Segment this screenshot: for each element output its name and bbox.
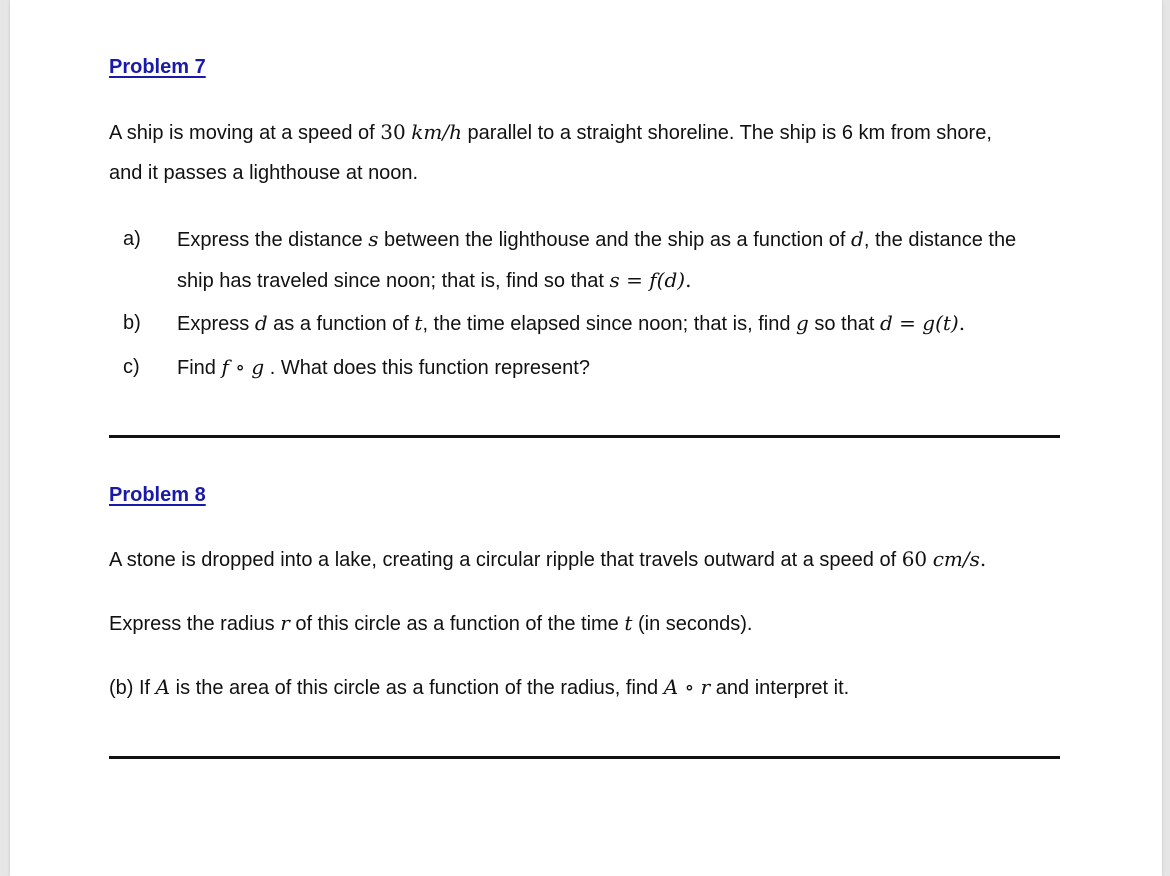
- math-var: t: [624, 611, 633, 635]
- math-eq: =: [892, 311, 923, 335]
- problem-7-intro-line-1: [109, 120, 992, 145]
- math-arg: (t): [935, 311, 959, 335]
- document-content: [10, 0, 1162, 876]
- math-eq: =: [619, 268, 650, 292]
- text: A stone is dropped into a lake, creating a circular ripple that travels outward at a speed of: [109, 549, 902, 571]
- math-func: f: [649, 268, 657, 292]
- text: Find: [177, 357, 222, 379]
- item-a-label: a): [123, 228, 141, 250]
- section-divider-2: [109, 756, 1060, 759]
- text: (b) If: [109, 677, 156, 699]
- math-var: t: [414, 311, 423, 335]
- text: .: [958, 311, 966, 335]
- item-b-line-1: [177, 311, 965, 336]
- math-arg: (d): [656, 268, 686, 292]
- problem-8-line-3: [109, 675, 849, 700]
- text: , the time elapsed since noon; that is, find: [422, 313, 796, 335]
- text: . What does this function represent?: [264, 357, 590, 379]
- item-c-label: c): [123, 356, 140, 378]
- math-var: s: [609, 268, 620, 292]
- text: Express the distance: [177, 229, 369, 251]
- text: and interpret it.: [710, 677, 850, 699]
- speed-unit: km/h: [411, 120, 462, 144]
- math-var: s: [368, 227, 379, 251]
- text: so that: [808, 313, 880, 335]
- text: parallel to a straight shoreline. The ship is 6 km from shore,: [462, 122, 992, 144]
- text: .: [685, 268, 692, 292]
- text: as a function of: [267, 313, 415, 335]
- problem-7-heading[interactable]: Problem 7: [109, 56, 206, 78]
- speed-value: 60: [901, 547, 928, 571]
- text: between the lighthouse and the ship as a function of: [378, 229, 852, 251]
- item-a-line-1: [177, 227, 1016, 252]
- math-var: A: [155, 675, 171, 699]
- text: (in seconds).: [632, 613, 753, 635]
- section-divider-1: [109, 435, 1060, 438]
- text: .: [979, 547, 987, 571]
- math-var: d: [879, 311, 893, 335]
- text: ship has traveled since noon; that is, find so that: [177, 270, 610, 292]
- text: Express: [177, 313, 255, 335]
- math-expr: f ∘ g: [221, 355, 265, 379]
- text: Express the radius: [109, 613, 281, 635]
- problem-8-line-1: [109, 547, 986, 572]
- math-var: d: [254, 311, 268, 335]
- document-page: [10, 0, 1162, 876]
- item-a-line-2: [177, 268, 691, 293]
- text: , the distance the: [863, 229, 1017, 251]
- math-var: d: [851, 227, 864, 251]
- math-expr: A ∘ r: [663, 675, 711, 699]
- item-b-label: b): [123, 312, 141, 334]
- math-var: g: [796, 311, 809, 335]
- speed-unit: cm/s: [932, 547, 980, 571]
- problem-8-heading[interactable]: Problem 8: [109, 484, 206, 506]
- text: A ship is moving at a speed of: [109, 122, 381, 144]
- text: of this circle as a function of the time: [289, 613, 625, 635]
- math-func: g: [922, 311, 936, 335]
- problem-7-intro-line-2: and it passes a lighthouse at noon.: [109, 162, 419, 184]
- problem-8-line-2: [109, 611, 752, 636]
- math-var: r: [280, 611, 290, 635]
- speed-value: 30: [380, 120, 406, 144]
- item-c-line-1: [177, 355, 590, 380]
- text: is the area of this circle as a function of the radius, find: [170, 677, 664, 699]
